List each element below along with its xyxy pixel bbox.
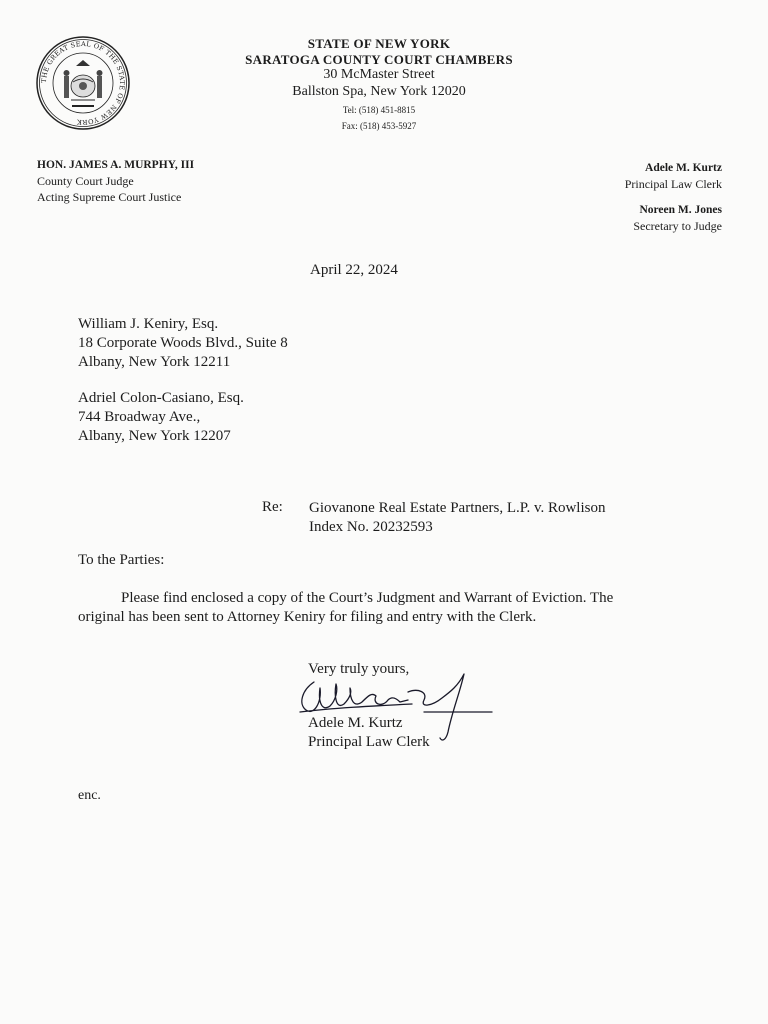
- recipient-line2: Albany, New York 12211: [78, 354, 231, 370]
- letterhead-tel: Tel: (518) 451-8815: [342, 104, 416, 115]
- letter-body: [78, 589, 678, 627]
- recipient-address-1: [78, 315, 288, 372]
- letterhead-city: Ballston Spa, New York 12020: [292, 83, 466, 99]
- recipient-line1: 744 Broadway Ave.,: [78, 409, 201, 425]
- signer-name: Adele M. Kurtz: [308, 715, 403, 731]
- body-line-2: original has been sent to Attorney Keniry for filing and entry with the Clerk.: [78, 609, 537, 625]
- enclosure-note: enc.: [78, 788, 101, 803]
- recipient-line1: 18 Corporate Woods Blvd., Suite 8: [78, 335, 288, 351]
- judge-title-1: County Court Judge: [37, 174, 134, 188]
- re-index-number: Index No. 20232593: [309, 519, 433, 535]
- letterhead-court: SARATOGA COUNTY COURT CHAMBERS: [245, 51, 513, 67]
- letterhead: [200, 36, 558, 131]
- body-line-1: Please find enclosed a copy of the Court’s Judgment and Warrant of Eviction. The: [121, 590, 614, 606]
- re-label: Re:: [262, 499, 283, 515]
- re-case-name: Giovanone Real Estate Partners, L.P. v. Rowlison: [309, 500, 606, 516]
- state-seal-logo: [36, 36, 130, 130]
- judge-title-2: Acting Supreme Court Justice: [37, 190, 182, 204]
- staff-name-1: Adele M. Kurtz: [645, 162, 722, 174]
- signer-title: Principal Law Clerk: [308, 734, 430, 750]
- seal-ring-text: THE GREAT SEAL OF THE STATE OF NEW YORK: [39, 39, 127, 127]
- signer-block: [308, 714, 430, 752]
- judge-block: [37, 157, 194, 205]
- recipient-name: Adriel Colon-Casiano, Esq.: [78, 390, 244, 406]
- staff-name-2: Noreen M. Jones: [639, 204, 722, 216]
- re-subject: [309, 499, 605, 537]
- staff-title-2: Secretary to Judge: [633, 219, 722, 233]
- salutation: To the Parties:: [78, 552, 165, 568]
- staff-block: [625, 160, 722, 234]
- letterhead-street: 30 McMaster Street: [323, 67, 435, 83]
- letterhead-fax: Fax: (518) 453-5927: [341, 120, 417, 131]
- letter-date: April 22, 2024: [310, 262, 398, 278]
- judge-name: HON. JAMES A. MURPHY, III: [37, 159, 195, 171]
- recipient-line2: Albany, New York 12207: [78, 428, 231, 444]
- closing: Very truly yours,: [308, 661, 410, 677]
- recipient-name: William J. Keniry, Esq.: [78, 316, 219, 332]
- staff-title-1: Principal Law Clerk: [624, 177, 722, 191]
- letterhead-state: STATE OF NEW YORK: [307, 36, 451, 51]
- recipient-address-2: [78, 389, 244, 446]
